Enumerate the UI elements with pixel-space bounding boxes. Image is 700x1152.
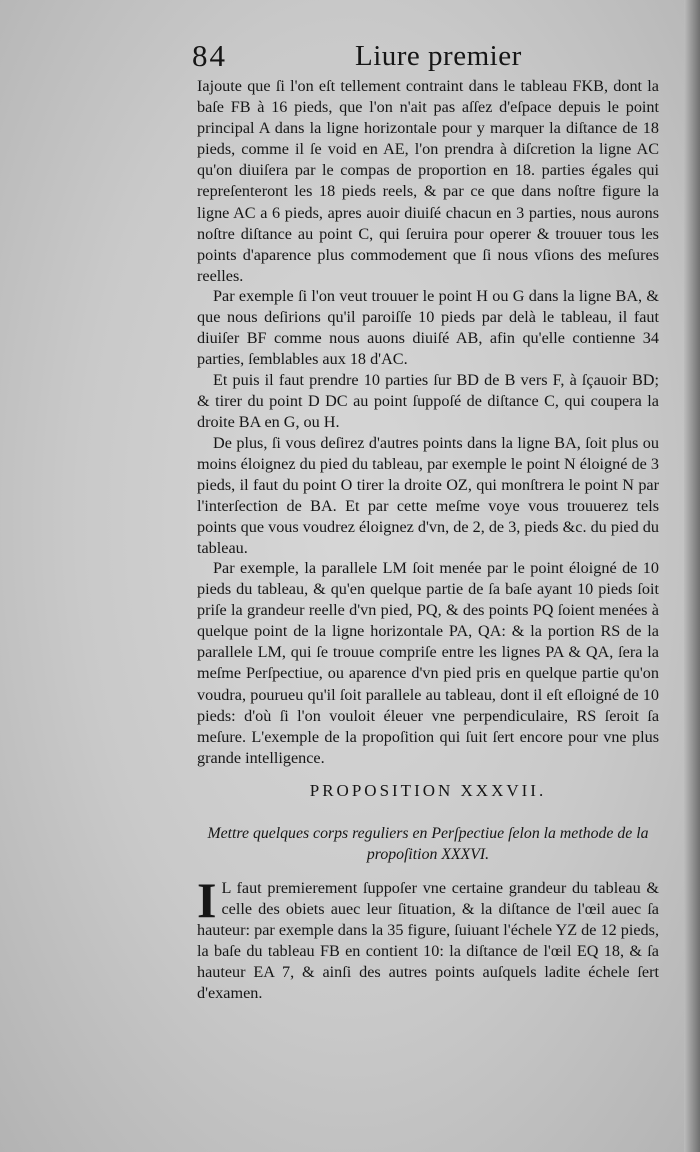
page-number: 84: [192, 38, 227, 73]
page-gutter: [684, 0, 700, 1152]
proposition-title: PROPOSITION XXXVII.: [309, 781, 547, 800]
body-paragraph-6: [197, 872, 659, 1005]
body-paragraph-3: [197, 370, 659, 433]
paragraph-text: Par exemple ſi l'on veut trouuer le point H ou G dans la ligne BA, & que nous deſirions qu'il paroiſſe 10 pieds par delà le tableau, il faut diuiſer BF comme nous auons diuiſé AB, afin qu'elle contienne 34 parties, ſemblables aux 18 d'AC.: [197, 287, 659, 369]
running-head: Liure premier: [355, 40, 522, 72]
body-paragraph-4: [197, 433, 659, 560]
body-paragraph-5: [197, 558, 659, 769]
paragraph-text: Iajoute que ſi l'on eſt tellement contraint dans le tableau FKB, dont la baſe FB à 16 pieds, que l'on n'ait pas aſſez d'eſpace depuis le point principal A dans la ligne horizontale pour y marquer la diſtance de 18 pieds, comme il ſe void en AE, l'on prendra à diſcretion la ligne AC qu'on diuiſera par le compas de proportion en 18. parties égales qui repreſenteront les 18 pieds reels, & par ce que dans noſtre figure la ligne AC a 6 pieds, apres auoir diuiſé chacun en 3 parties, nous aurons noſtre diſtance au point C, qui ſeruira pour operer & trouuer tous les points d'aparence plus commodement que ſi nous vſions des meſures reelles.: [197, 77, 659, 285]
proposition-subtitle: Mettre quelques corps reguliers en Perſpectiue ſelon la methode de la propoſition XXXVI.: [207, 825, 649, 863]
body-paragraph-2: [197, 286, 659, 370]
paragraph-text: Et puis il faut prendre 10 parties ſur BD de B vers F, à ſçauoir BD; & tirer du point D DC au point ſuppoſé de diſtance C, qui coupera la droite BA en G, ou H.: [197, 371, 659, 432]
paragraph-text: De plus, ſi vous deſirez d'autres points dans la ligne BA, ſoit plus ou moins éloignez du pied du tableau, par exemple le point N éloigné de 3 pieds, il faut du point O tirer la droite OZ, qui monſtrera le point N par l'interſection de BA. Et par cette meſme voye vous trouuerez tels points que vous voudrez éloignez d'vn, de 2, de 3, pieds &c. du pied du tableau.: [197, 434, 659, 558]
paragraph-text: Par exemple, la parallele LM ſoit menée par le point éloigné de 10 pieds du tableau, & qu'en quelque partie de ſa baſe ayant 10 pieds ſoit priſe la grandeur reelle d'vn pied, PQ, & des points PQ ſoient menées à quelque point de la ligne horizontale PA, QA: & la portion RS de la parallele LM, qui ſe trouue compriſe entre les lignes PA & QA, ſera la meſme Perſpectiue, ou aparence d'vn pied pris en quelque partie qu'on voudra, pourueu qu'il ſoit parallele au tableau, dont il eſt eſloigné de 10 pieds: d'où ſi l'on vouloit éleuer vne perpendiculaire, RS ſeroit ſa meſure. L'exemple de la propoſition qui ſuit ſert encore pour vne plus grande intelligence.: [197, 559, 659, 767]
body-paragraph-1: [197, 76, 659, 287]
drop-cap: I: [197, 872, 217, 928]
paragraph-text: L faut premierement ſuppoſer vne certaine grandeur du tableau & celle des obiets auec leur ſituation, & la diſtance de l'œil auec ſa hauteur: par exemple dans la 35 figure, ſuiuant l'échele YZ de 12 pieds, la baſe du tableau FB en contient 10: la diſtance de l'œil EQ 18, & ſa hauteur EA 7, & ainſi des autres points auſquels ladite échele ſert d'examen.: [197, 879, 659, 1003]
